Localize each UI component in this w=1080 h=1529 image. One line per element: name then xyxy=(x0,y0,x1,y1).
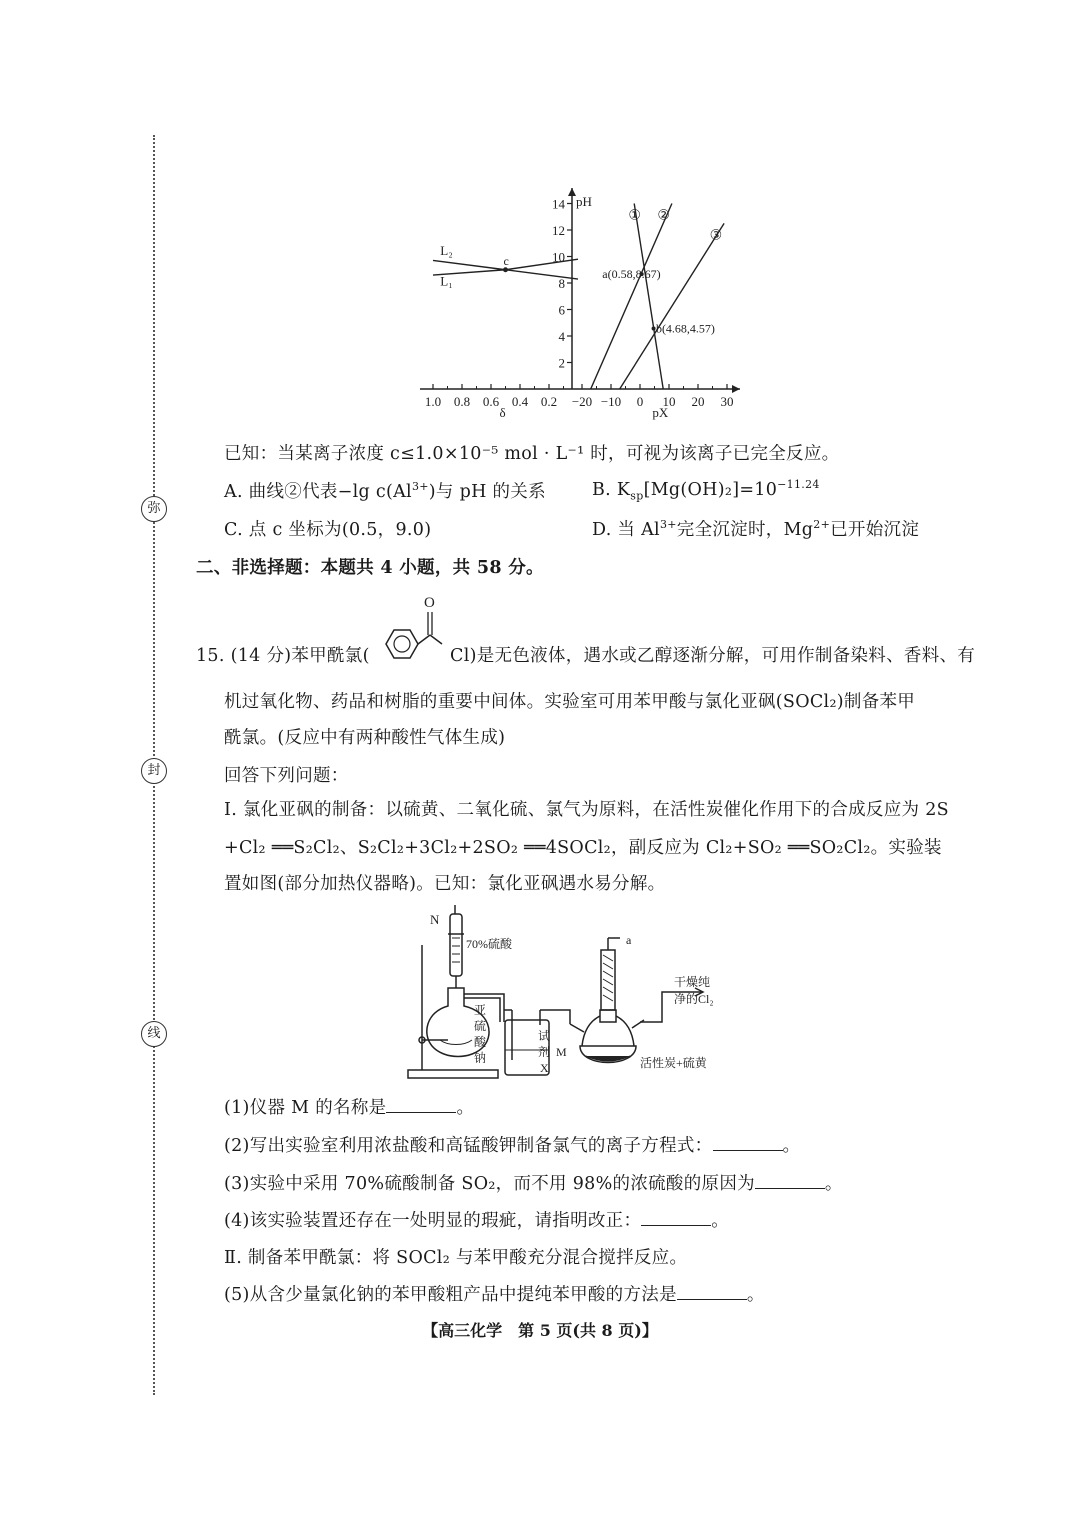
q15-line2: 机过氧化物、药品和树脂的重要中间体。实验室可用苯甲酸与氯化亚砜(SOCl₂)制备苯甲 xyxy=(224,692,916,712)
curve-label-L2: L₂ xyxy=(440,243,453,259)
question-1: (1)仪器 M 的名称是 。 xyxy=(224,1098,475,1118)
y-tick-label: 6 xyxy=(558,302,565,318)
y-tick-label: 12 xyxy=(552,223,565,238)
y-tick-label: 8 xyxy=(558,276,565,291)
section-heading: 二、非选择题：本题共 4 小题，共 58 分。 xyxy=(196,558,544,578)
label-sulfite-2: 硫 xyxy=(474,1019,487,1033)
series-line-3 xyxy=(620,223,724,389)
q15-prefix: 15. (14 分)苯甲酰氯( xyxy=(196,646,370,666)
label-cl2-line2: 净的Cl₂ xyxy=(674,992,714,1006)
part1-line1: Ⅰ. 氯化亚砜的制备：以硫黄、二氧化硫、氯气为原料，在活性炭催化作用下的合成反应为 2S xyxy=(224,800,949,820)
px-tick-label: −20 xyxy=(571,394,593,409)
series-line-2 xyxy=(591,204,672,390)
y-tick-label: 14 xyxy=(552,196,565,212)
label-70-acid: 70%硫酸 xyxy=(466,937,512,951)
series-line-1 xyxy=(634,204,663,390)
px-tick-label: 10 xyxy=(662,394,676,409)
answer-blank-1[interactable] xyxy=(386,1096,456,1113)
px-tick-label: 20 xyxy=(691,394,705,409)
seal-feng: 封 xyxy=(141,758,167,784)
question-3: (3)实验中采用 70%硫酸制备 SO₂，而不用 98%的浓硫酸的原因为 。 xyxy=(224,1174,843,1194)
delta-tick-label: 1.0 xyxy=(424,394,442,409)
benzoyl-chloride-structure xyxy=(368,590,458,670)
question-5: (5)从含少量氯化钠的苯甲酸粗产品中提纯苯甲酸的方法是 。 xyxy=(224,1285,765,1305)
label-cl2-line1: 干燥纯 xyxy=(674,975,711,989)
point-c-label: c xyxy=(503,253,509,268)
part1-line2: +Cl₂ ══S₂Cl₂、S₂Cl₂+3Cl₂+2SO₂ ══4SOCl₂，副反应为 Cl₂+SO₂ ══SO₂Cl₂。实验装 xyxy=(224,838,942,858)
point-a-label: a(0.58,8.67) xyxy=(602,267,661,282)
curve-label-1: ① xyxy=(628,208,641,224)
label-sulfite-1: 亚 xyxy=(474,1003,487,1017)
label-X: X xyxy=(540,1061,549,1075)
label-reagent-2: 剂 xyxy=(538,1045,551,1059)
known-condition: 已知：当某离子浓度 c≤1.0×10⁻⁵ mol · L⁻¹ 时，可视为该离子已完全反应。 xyxy=(224,444,840,464)
option-c: C. 点 c 坐标为(0.5，9.0) xyxy=(224,520,432,540)
answer-blank-3[interactable] xyxy=(755,1172,825,1189)
question-4: (4)该实验装置还存在一处明显的瑕疵，请指明改正： 。 xyxy=(224,1211,730,1231)
px-tick-label: 30 xyxy=(720,394,734,409)
page-footer: 【高三化学 第 5 页(共 8 页)】 xyxy=(422,1321,658,1340)
y-tick-label: 10 xyxy=(552,249,565,265)
answer-blank-2[interactable] xyxy=(713,1134,783,1151)
option-d: D. 当 $Al^{3+}$完全沉淀时，$Mg^{2+}$已开始沉淀 xyxy=(592,518,920,540)
curve-label-3: ③ xyxy=(709,228,723,244)
y-tick-label: 2 xyxy=(558,355,565,371)
label-sulfite-4: 钠 xyxy=(474,1051,487,1065)
px-tick-label: 0 xyxy=(636,394,644,409)
label-reagent-1: 试 xyxy=(538,1029,551,1043)
stand-base xyxy=(408,1070,498,1078)
y-axis-arrow xyxy=(568,188,576,196)
delta-tick-label: 0.6 xyxy=(482,394,500,409)
y-axis-title: pH xyxy=(576,194,592,209)
part2: Ⅱ. 制备苯甲酰氯：将 SOCl₂ 与苯甲酸充分混合搅拌反应。 xyxy=(224,1248,688,1268)
px-axis-title: pX xyxy=(652,405,669,420)
ph-chart xyxy=(0,0,1080,430)
seal-xian: 线 xyxy=(141,1021,167,1047)
delta-tick-label: 0.4 xyxy=(511,394,529,409)
answer-blank-4[interactable] xyxy=(641,1209,711,1226)
curve-label-L1: L₁ xyxy=(440,273,453,289)
option-b: B. $K_{sp}[Mg(OH)_2]=10^{-11.24}$ xyxy=(592,478,820,503)
point-b-label: b(4.68,4.57) xyxy=(655,321,715,336)
apparatus-diagram xyxy=(400,900,740,1090)
label-M: M xyxy=(556,1045,567,1059)
question-2: (2)写出实验室利用浓盐酸和高锰酸钾制备氯气的离子方程式： 。 xyxy=(224,1136,801,1156)
label-a: a xyxy=(626,933,632,947)
answer-prompt: 回答下列问题： xyxy=(224,766,349,786)
label-sulfite-3: 酸 xyxy=(474,1035,487,1049)
label-carbon-sulfur: 活性炭+硫黄 xyxy=(640,1056,707,1070)
delta-tick-label: 0.2 xyxy=(540,394,558,409)
label-N: N xyxy=(430,912,440,927)
seal-mi: 弥 xyxy=(141,496,167,522)
curve-label-2: ② xyxy=(657,208,670,224)
y-tick-label: 4 xyxy=(558,329,565,344)
delta-axis-title: δ xyxy=(499,405,506,420)
point-c xyxy=(503,267,508,272)
delta-tick-label: 0.8 xyxy=(453,394,471,409)
part1-line3: 置如图(部分加热仪器略)。已知：氯化亚砜遇水易分解。 xyxy=(224,874,666,894)
q15-description: Cl)是无色液体，遇水或乙醇逐渐分解，可用作制备染料、香料、有 xyxy=(450,646,976,666)
q15-line3: 酰氯。(反应中有两种酸性气体生成) xyxy=(224,728,506,748)
option-a: A. 曲线②代表−lg $c(Al^{3+})$与 pH 的关系 xyxy=(224,480,546,502)
x-axis-arrow xyxy=(732,385,740,393)
answer-blank-5[interactable] xyxy=(677,1283,747,1300)
px-tick-label: −10 xyxy=(600,394,622,409)
oxygen-label: O xyxy=(424,595,435,611)
